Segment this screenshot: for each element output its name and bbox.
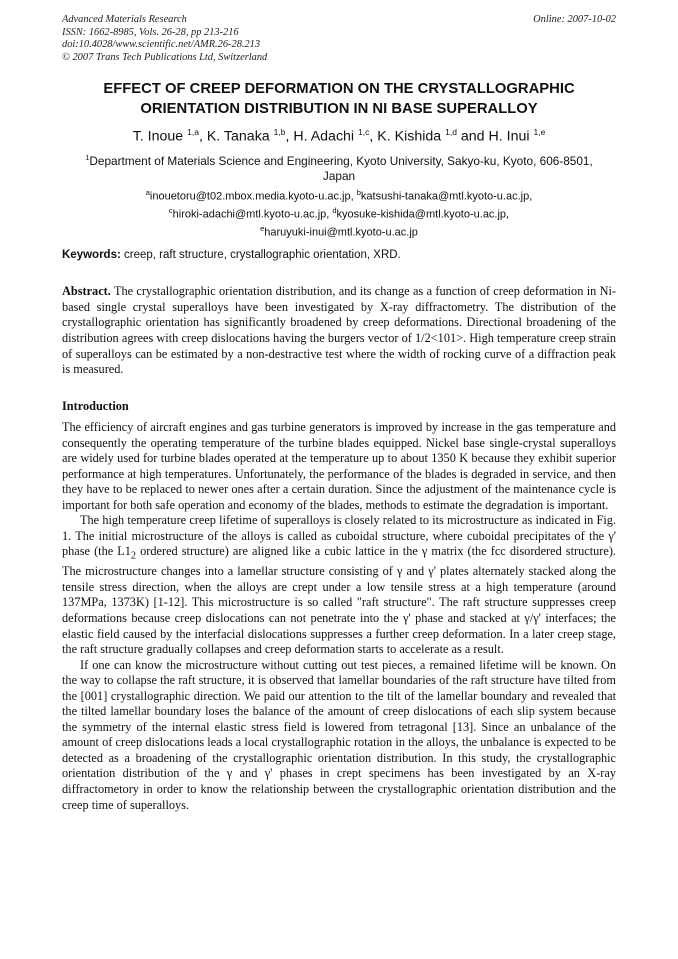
paragraph-text: The high temperature creep lifetime of superalloys is closely related to its microstructure as indicated in Fig. 1. The initial microstructure of the alloys is called as cuboidal structure, where cuboidal precipitates of the γ' phase (the L1	[62, 513, 616, 559]
doi-line: doi:10.4028/www.scientific.net/AMR.26-28.213	[62, 39, 261, 51]
email-link[interactable]: kyosuke-kishida@mtl.kyoto-u.ac.jp,	[336, 208, 510, 221]
keywords-line	[62, 248, 616, 263]
author-name: H. Adachi	[293, 128, 355, 145]
email-sup: b	[356, 188, 361, 197]
subscript: 2	[130, 550, 137, 562]
author-sup: 1,c	[358, 127, 370, 137]
paragraph-text: ordered structure) are aligned like a cubic lattice in the γ matrix (the fcc disordered structure). The microstructure changes into a lamellar structure consisting of γ and γ' plates alternately stacked along the tensile stress direction, when the alloys are crept under a low tensile stress at a high temperature (around 137MPa, 1373K) [1-12]. This microstructure is so called "raft structure". The raft structure suppresses creep deformations because creep dislocations can not penetrate into the γ' phase and stacked at γ/γ' interfaces; the elastic field caused by the interfacial dislocations suppresses a further creep deformation. In a later creep stage, the raft structure gradually collapses and creep deformation starts to accelerate as a result.	[62, 544, 616, 657]
email-sup: d	[332, 206, 337, 216]
author-sup: 1,e	[533, 127, 546, 137]
email-link[interactable]: inouetoru@t02.mbox.media.kyoto-u.ac.jp,	[149, 190, 357, 203]
section-heading-introduction: Introduction	[62, 399, 129, 413]
abstract	[62, 284, 616, 378]
email-list	[62, 186, 616, 240]
paragraph	[62, 513, 616, 657]
keywords-text: creep, raft structure, crystallographic orientation, XRD.	[120, 249, 401, 261]
journal-name: Advanced Materials Research	[62, 14, 187, 25]
abstract-text: The crystallographic orientation distribution, and its change as a function of creep deformation in Ni-based single crystal superalloys have been investigated by X-ray diffractometry. The distribution of the crystallographic orientation has significantly broadened by creep deformations. Directional broadening of the distribution agrees with creep dislocations having the burgers vector of 1/2<101>. High temperature creep strain of superalloys can be estimated by a non-destractive test where the width of rocking curve of a diffraction peak is measured.	[62, 284, 616, 377]
email-link[interactable]: hiroki-adachi@mtl.kyoto-u.ac.jp,	[172, 208, 333, 221]
copyright-line: © 2007 Trans Tech Publications Ltd, Switzerland	[62, 51, 268, 63]
email-sup: a	[145, 188, 150, 197]
email-sup: e	[260, 224, 265, 234]
affiliation-line-1: Department of Materials Science and Engineering, Kyoto University, Sakyo-ku, Kyoto, 606-8501,	[89, 153, 593, 168]
email-link[interactable]: katsushi-tanaka@mtl.kyoto-u.ac.jp,	[360, 190, 533, 203]
abstract-label: Abstract.	[62, 284, 111, 298]
journal-header	[62, 14, 616, 64]
author-name: K. Kishida	[377, 128, 442, 145]
author-sep: ,	[369, 128, 378, 145]
author-sep: ,	[285, 128, 294, 145]
author-sup: 1,d	[445, 127, 457, 137]
paper-title	[40, 80, 638, 119]
affiliation-line-2: Japan	[322, 169, 356, 184]
email-link[interactable]: haruyuki-inui@mtl.kyoto-u.ac.jp	[264, 226, 418, 239]
author-list	[20, 123, 658, 147]
introduction-body	[62, 420, 616, 813]
affiliation	[62, 150, 616, 185]
paragraph: The efficiency of aircraft engines and gas turbine generators is improved by increase in the gas temperature and consequently the operating temperature of the turbine blades equipped. Nickel base single-crystal superalloys are widely used for turbine blades operated at the temperature up to about 1350 K because they exhibit superior performance at high temperatures. Unfortunately, the performance of the blades is degraded in service, and then they have to be replaced to newer ones after a certain duration. Since the adjustment of the maintenance cycle is important for both safe operation and economy of the blades, methods to estimate the degradation is important.	[62, 420, 616, 512]
paragraph: If one can know the microstructure without cutting out test pieces, a remained lifetime will be known. On the way to collapse the raft structure, it is observed that lamellar boundaries of the raft structure have tilted from the [001] crystallographic direction. We paid our attention to the tilt of the lamellar boundary and revealed that the tilted lamellar boundary loses the balance of the amount of creep dislocations of each slip system because the symmetry of the internal elastic stress field is lowered from tetragonal [13]. Since an unbalance of the amount of creep dislocations leads a local crystallographic rotation in the alloys, the unbalance is expected to be detected as a broadening of the crystallographic orientation distribution. In this study, the crystallographic orientation distribution of the γ and γ' phases in crept specimens has been investigated by an X-ray diffractometory in order to know the relationship between the crystallographic orientation distribution and the creep time of superalloys.	[62, 657, 616, 812]
affiliation-sup: 1	[85, 153, 90, 162]
author-name: T. Inoue	[132, 128, 184, 145]
online-date: Online: 2007-10-02	[533, 14, 616, 25]
author-name: K. Tanaka	[206, 128, 270, 145]
author-sup: 1,a	[187, 127, 199, 137]
author-sup: 1,b	[273, 127, 286, 137]
title-line-1: EFFECT OF CREEP DEFORMATION ON THE CRYSTALLOGRAPHIC	[103, 81, 575, 97]
email-sup: c	[168, 206, 173, 216]
author-sep: ,	[198, 128, 207, 145]
keywords-label: Keywords:	[62, 249, 121, 261]
author-name: H. Inui	[488, 128, 530, 145]
issn-line: ISSN: 1662-8985, Vols. 26-28, pp 213-216	[62, 26, 239, 38]
title-line-2: ORIENTATION DISTRIBUTION IN NI BASE SUPERALLOY	[140, 100, 538, 117]
author-sep: and	[456, 128, 489, 145]
